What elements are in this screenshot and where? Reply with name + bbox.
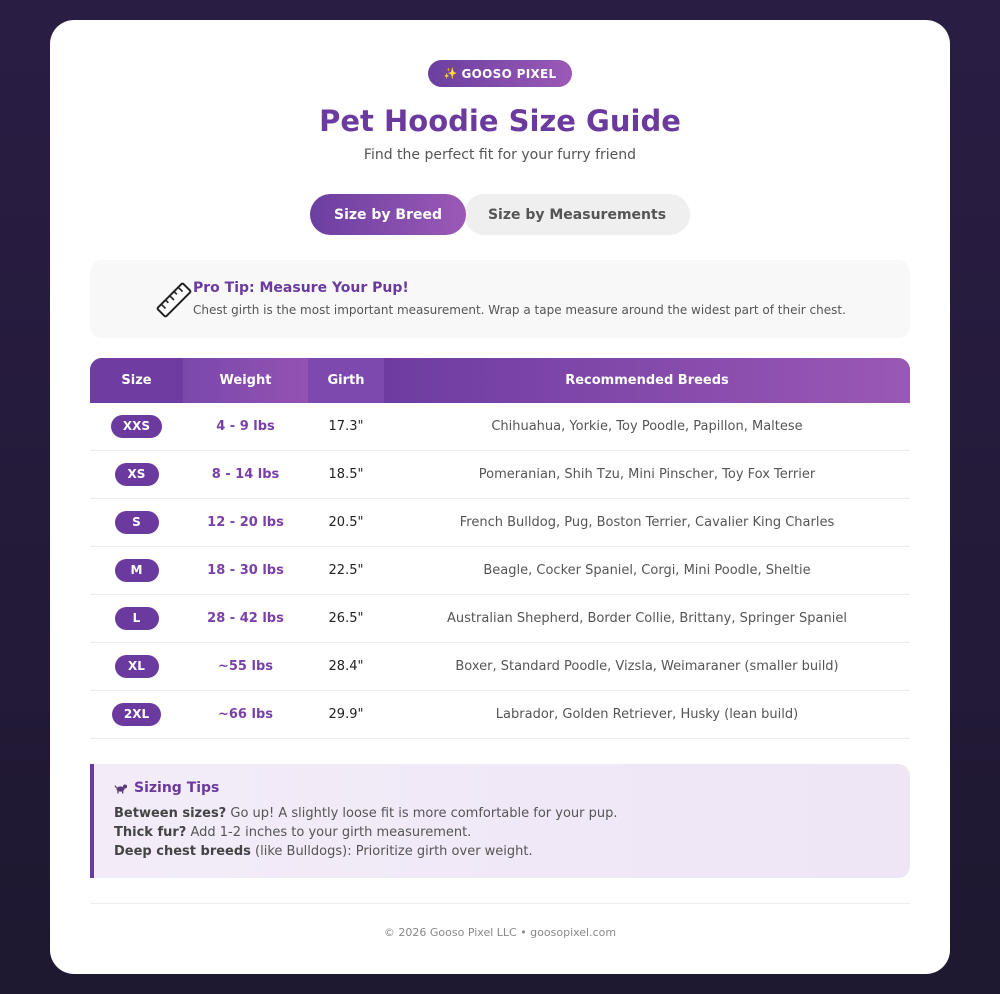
table-row	[90, 547, 910, 595]
table-row	[90, 643, 910, 691]
size-guide-card	[50, 20, 950, 974]
weight-cell: 8 - 14 lbs	[183, 451, 308, 499]
size-table	[90, 358, 910, 403]
girth-cell: 22.5"	[308, 547, 384, 595]
size-badge: XS	[115, 463, 159, 486]
column-header-size: Size	[90, 358, 183, 403]
weight-cell: 12 - 20 lbs	[183, 499, 308, 547]
girth-cell: 28.4"	[308, 643, 384, 691]
weight-cell: 18 - 30 lbs	[183, 547, 308, 595]
column-header-weight: Weight	[183, 358, 308, 403]
weight-cell: ~55 lbs	[183, 643, 308, 691]
size-badge: XXS	[111, 415, 162, 438]
girth-cell: 20.5"	[308, 499, 384, 547]
size-badge: XL	[115, 655, 159, 678]
sizing-tip: Thick fur? Add 1-2 inches to your girth measurement.	[114, 825, 472, 840]
size-badge: S	[115, 511, 159, 534]
sizing-tip: Deep chest breeds (like Bulldogs): Prioritize girth over weight.	[114, 844, 533, 859]
table-row	[90, 403, 910, 451]
sparkles-icon: ✨	[443, 67, 458, 80]
weight-cell: 4 - 9 lbs	[183, 403, 308, 451]
size-table-container	[90, 358, 910, 403]
page-subtitle: Find the perfect fit for your furry friend	[363, 147, 637, 163]
column-header-girth: Girth	[308, 358, 384, 403]
page-title: Pet Hoodie Size Guide	[319, 104, 681, 138]
table-row	[90, 595, 910, 643]
breeds-cell: Chihuahua, Yorkie, Toy Poodle, Papillon, Maltese	[384, 403, 910, 451]
column-header-breeds: Recommended Breeds	[384, 358, 910, 403]
dog-icon	[114, 781, 128, 795]
table-row	[90, 451, 910, 499]
breeds-cell: Boxer, Standard Poodle, Vizsla, Weimaraner (smaller build)	[384, 643, 910, 691]
breeds-cell: Beagle, Cocker Spaniel, Corgi, Mini Poodle, Sheltie	[384, 547, 910, 595]
pro-tip-title: Pro Tip: Measure Your Pup!	[193, 280, 409, 296]
footer-divider	[90, 903, 910, 904]
pro-tip-text: Chest girth is the most important measurement. Wrap a tape measure around the widest part of their chest.	[193, 303, 846, 317]
breeds-cell: Australian Shepherd, Border Collie, Brittany, Springer Spaniel	[384, 595, 910, 643]
sizing-tips-title-row	[114, 780, 890, 796]
sizing-tips-box	[90, 764, 910, 878]
table-row	[90, 499, 910, 547]
table-row	[90, 691, 910, 739]
breeds-cell: Labrador, Golden Retriever, Husky (lean build)	[384, 691, 910, 739]
girth-cell: 26.5"	[308, 595, 384, 643]
table-header-row	[90, 358, 910, 403]
girth-cell: 17.3"	[308, 403, 384, 451]
tab-bar	[90, 194, 910, 235]
pro-tip-box	[90, 260, 910, 338]
weight-cell: 28 - 42 lbs	[183, 595, 308, 643]
size-table-body	[90, 403, 910, 739]
tab-size-by-measurements[interactable]: Size by Measurements	[464, 194, 690, 235]
size-badge: M	[115, 559, 159, 582]
girth-cell: 29.9"	[308, 691, 384, 739]
size-badge: 2XL	[112, 703, 161, 726]
brand-badge	[428, 60, 573, 87]
girth-cell: 18.5"	[308, 451, 384, 499]
tab-size-by-breed[interactable]: Size by Breed	[310, 194, 466, 235]
ruler-icon	[154, 280, 194, 320]
brand-badge-label: GOOSO PIXEL	[461, 66, 557, 81]
breeds-cell: Pomeranian, Shih Tzu, Mini Pinscher, Toy Fox Terrier	[384, 451, 910, 499]
footer-text: © 2026 Gooso Pixel LLC • goosopixel.com	[383, 926, 617, 939]
weight-cell: ~66 lbs	[183, 691, 308, 739]
breeds-cell: French Bulldog, Pug, Boston Terrier, Cavalier King Charles	[384, 499, 910, 547]
sizing-tip: Between sizes? Go up! A slightly loose fit is more comfortable for your pup.	[114, 806, 618, 821]
sizing-tips-title: Sizing Tips	[134, 780, 220, 796]
size-badge: L	[115, 607, 159, 630]
